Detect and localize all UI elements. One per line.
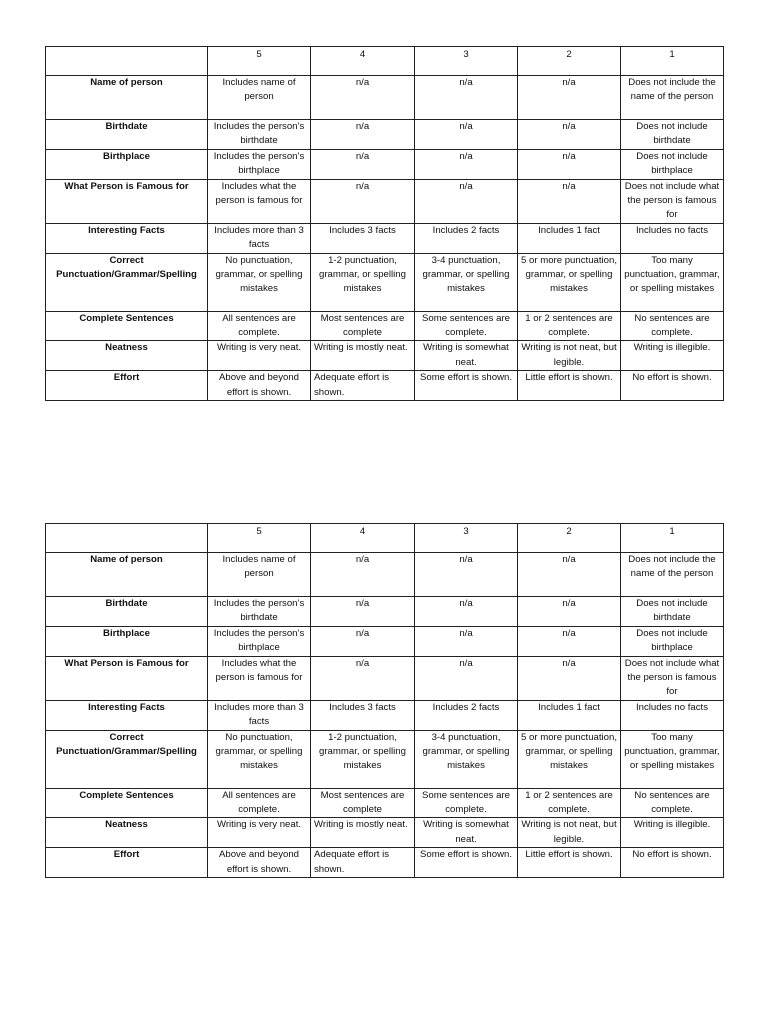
rubric-cell-score-1: No effort is shown. bbox=[621, 848, 724, 878]
rubric-cell-score-1: No effort is shown. bbox=[621, 371, 724, 401]
rubric-cell-score-2: n/a bbox=[518, 149, 621, 179]
score-header-2: 2 bbox=[518, 47, 621, 76]
header-row bbox=[46, 47, 724, 76]
criterion-label: Birthplace bbox=[46, 149, 208, 179]
rubric-cell-score-5: Includes the person’s birthdate bbox=[208, 597, 311, 627]
rubric-cell-score-1: Does not include the name of the person bbox=[621, 76, 724, 120]
rubric-cell-score-3: 3-4 punctuation, grammar, or spelling mistakes bbox=[415, 730, 518, 788]
table-row bbox=[46, 311, 724, 341]
rubric-cell-score-3: 3-4 punctuation, grammar, or spelling mistakes bbox=[415, 253, 518, 311]
rubric-cell-score-2: 5 or more punctuation, grammar, or spelling mistakes bbox=[518, 253, 621, 311]
criterion-label: Correct Punctuation/Grammar/Spelling bbox=[46, 253, 208, 311]
rubric-cell-score-3: n/a bbox=[415, 76, 518, 120]
rubric-cell-score-2: n/a bbox=[518, 76, 621, 120]
rubric-cell-score-5: All sentences are complete. bbox=[208, 788, 311, 818]
rubric-cell-score-5: Includes the person’s birthdate bbox=[208, 120, 311, 150]
rubric-cell-score-5: Writing is very neat. bbox=[208, 341, 311, 371]
rubric-cell-score-5: All sentences are complete. bbox=[208, 311, 311, 341]
rubric-cell-score-4: 1-2 punctuation, grammar, or spelling mistakes bbox=[311, 253, 415, 311]
rubric-cell-score-3: Some effort is shown. bbox=[415, 371, 518, 401]
table-row bbox=[46, 223, 724, 253]
header-row bbox=[46, 524, 724, 553]
rubric-cell-score-4: 1-2 punctuation, grammar, or spelling mistakes bbox=[311, 730, 415, 788]
rubric-cell-score-1: Does not include what the person is famous for bbox=[621, 179, 724, 223]
rubric-cell-score-4: Writing is mostly neat. bbox=[311, 818, 415, 848]
rubric-cell-score-1: Writing is illegible. bbox=[621, 341, 724, 371]
rubric-header bbox=[46, 524, 724, 553]
rubric-cell-score-1: Does not include what the person is famous for bbox=[621, 656, 724, 700]
rubric-table-top bbox=[45, 46, 724, 401]
rubric-cell-score-4: Adequate effort is shown. bbox=[311, 371, 415, 401]
table-row bbox=[46, 788, 724, 818]
table-row bbox=[46, 730, 724, 788]
rubric-cell-score-4: n/a bbox=[311, 656, 415, 700]
rubric-cell-score-5: Includes what the person is famous for bbox=[208, 179, 311, 223]
rubric-cell-score-2: 5 or more punctuation, grammar, or spelling mistakes bbox=[518, 730, 621, 788]
rubric-cell-score-5: Above and beyond effort is shown. bbox=[208, 371, 311, 401]
rubric-cell-score-4: Most sentences are complete bbox=[311, 311, 415, 341]
criterion-label: Complete Sentences bbox=[46, 788, 208, 818]
score-header-4: 4 bbox=[311, 47, 415, 76]
criterion-label: Neatness bbox=[46, 818, 208, 848]
rubric-cell-score-5: Includes more than 3 facts bbox=[208, 223, 311, 253]
criterion-label: Birthplace bbox=[46, 626, 208, 656]
rubric-cell-score-4: n/a bbox=[311, 597, 415, 627]
rubric-cell-score-4: n/a bbox=[311, 120, 415, 150]
rubric-cell-score-2: n/a bbox=[518, 120, 621, 150]
criterion-label: Correct Punctuation/Grammar/Spelling bbox=[46, 730, 208, 788]
score-header-1: 1 bbox=[621, 524, 724, 553]
rubric-cell-score-1: No sentences are complete. bbox=[621, 788, 724, 818]
table-row bbox=[46, 656, 724, 700]
rubric-cell-score-3: n/a bbox=[415, 656, 518, 700]
table-row bbox=[46, 553, 724, 597]
table-row bbox=[46, 626, 724, 656]
criterion-label: Effort bbox=[46, 848, 208, 878]
score-header-3: 3 bbox=[415, 47, 518, 76]
rubric-cell-score-2: 1 or 2 sentences are complete. bbox=[518, 788, 621, 818]
rubric-cell-score-5: Writing is very neat. bbox=[208, 818, 311, 848]
table-row bbox=[46, 597, 724, 627]
rubric-cell-score-5: Includes name of person bbox=[208, 553, 311, 597]
rubric-cell-score-5: Includes the person’s birthplace bbox=[208, 626, 311, 656]
rubric-cell-score-1: No sentences are complete. bbox=[621, 311, 724, 341]
rubric-body bbox=[46, 76, 724, 401]
table-row bbox=[46, 700, 724, 730]
rubric-cell-score-3: n/a bbox=[415, 120, 518, 150]
rubric-cell-score-1: Does not include birthdate bbox=[621, 120, 724, 150]
rubric-cell-score-4: n/a bbox=[311, 553, 415, 597]
rubric-cell-score-4: Adequate effort is shown. bbox=[311, 848, 415, 878]
rubric-cell-score-2: n/a bbox=[518, 597, 621, 627]
rubric-cell-score-4: n/a bbox=[311, 626, 415, 656]
criterion-label: Birthdate bbox=[46, 597, 208, 627]
criterion-label: Birthdate bbox=[46, 120, 208, 150]
table-row bbox=[46, 120, 724, 150]
rubric-cell-score-1: Does not include the name of the person bbox=[621, 553, 724, 597]
rubric-cell-score-1: Includes no facts bbox=[621, 700, 724, 730]
rubric-cell-score-3: Writing is somewhat neat. bbox=[415, 341, 518, 371]
rubric-cell-score-4: Most sentences are complete bbox=[311, 788, 415, 818]
rubric-cell-score-1: Too many punctuation, grammar, or spelling mistakes bbox=[621, 730, 724, 788]
criterion-label: Interesting Facts bbox=[46, 223, 208, 253]
criterion-label: Name of person bbox=[46, 553, 208, 597]
score-header-5: 5 bbox=[208, 524, 311, 553]
rubric-body bbox=[46, 553, 724, 878]
rubric-cell-score-1: Includes no facts bbox=[621, 223, 724, 253]
rubric-cell-score-2: Includes 1 fact bbox=[518, 223, 621, 253]
score-header-1: 1 bbox=[621, 47, 724, 76]
rubric-cell-score-3: n/a bbox=[415, 597, 518, 627]
score-header-4: 4 bbox=[311, 524, 415, 553]
rubric-cell-score-3: Some effort is shown. bbox=[415, 848, 518, 878]
rubric-cell-score-5: Includes name of person bbox=[208, 76, 311, 120]
rubric-table-bottom bbox=[45, 523, 724, 878]
rubric-cell-score-4: Includes 3 facts bbox=[311, 700, 415, 730]
rubric-cell-score-3: n/a bbox=[415, 149, 518, 179]
criterion-label: Name of person bbox=[46, 76, 208, 120]
rubric-cell-score-5: No punctuation, grammar, or spelling mistakes bbox=[208, 730, 311, 788]
criterion-label: What Person is Famous for bbox=[46, 656, 208, 700]
rubric-cell-score-5: Above and beyond effort is shown. bbox=[208, 848, 311, 878]
rubric-cell-score-2: Little effort is shown. bbox=[518, 848, 621, 878]
score-header-2: 2 bbox=[518, 524, 621, 553]
header-blank-cell bbox=[46, 47, 208, 76]
rubric-cell-score-2: Writing is not neat, but legible. bbox=[518, 818, 621, 848]
criterion-label: Effort bbox=[46, 371, 208, 401]
rubric-cell-score-4: n/a bbox=[311, 179, 415, 223]
rubric-cell-score-3: n/a bbox=[415, 553, 518, 597]
rubric-cell-score-3: Includes 2 facts bbox=[415, 223, 518, 253]
criterion-label: Interesting Facts bbox=[46, 700, 208, 730]
rubric-cell-score-2: 1 or 2 sentences are complete. bbox=[518, 311, 621, 341]
rubric-cell-score-4: n/a bbox=[311, 149, 415, 179]
rubric-cell-score-4: n/a bbox=[311, 76, 415, 120]
rubric-cell-score-5: No punctuation, grammar, or spelling mistakes bbox=[208, 253, 311, 311]
rubric-cell-score-1: Does not include birthplace bbox=[621, 626, 724, 656]
rubric-cell-score-2: n/a bbox=[518, 656, 621, 700]
rubric-cell-score-2: n/a bbox=[518, 626, 621, 656]
table-row bbox=[46, 371, 724, 401]
rubric-cell-score-4: Writing is mostly neat. bbox=[311, 341, 415, 371]
table-row bbox=[46, 848, 724, 878]
table-row bbox=[46, 149, 724, 179]
rubric-cell-score-3: Some sentences are complete. bbox=[415, 311, 518, 341]
criterion-label: What Person is Famous for bbox=[46, 179, 208, 223]
table-row bbox=[46, 179, 724, 223]
rubric-cell-score-5: Includes more than 3 facts bbox=[208, 700, 311, 730]
rubric-cell-score-3: n/a bbox=[415, 626, 518, 656]
rubric-cell-score-1: Does not include birthplace bbox=[621, 149, 724, 179]
rubric-cell-score-2: Writing is not neat, but legible. bbox=[518, 341, 621, 371]
score-header-3: 3 bbox=[415, 524, 518, 553]
rubric-cell-score-2: n/a bbox=[518, 553, 621, 597]
criterion-label: Neatness bbox=[46, 341, 208, 371]
rubric-cell-score-5: Includes the person’s birthplace bbox=[208, 149, 311, 179]
criterion-label: Complete Sentences bbox=[46, 311, 208, 341]
rubric-cell-score-2: n/a bbox=[518, 179, 621, 223]
rubric-cell-score-2: Includes 1 fact bbox=[518, 700, 621, 730]
rubric-cell-score-2: Little effort is shown. bbox=[518, 371, 621, 401]
rubric-cell-score-3: n/a bbox=[415, 179, 518, 223]
rubric-header bbox=[46, 47, 724, 76]
rubric-cell-score-5: Includes what the person is famous for bbox=[208, 656, 311, 700]
table-row bbox=[46, 253, 724, 311]
rubric-cell-score-3: Includes 2 facts bbox=[415, 700, 518, 730]
score-header-5: 5 bbox=[208, 47, 311, 76]
table-row bbox=[46, 818, 724, 848]
rubric-cell-score-3: Writing is somewhat neat. bbox=[415, 818, 518, 848]
table-row bbox=[46, 76, 724, 120]
rubric-cell-score-3: Some sentences are complete. bbox=[415, 788, 518, 818]
rubric-cell-score-4: Includes 3 facts bbox=[311, 223, 415, 253]
header-blank-cell bbox=[46, 524, 208, 553]
rubric-cell-score-1: Does not include birthdate bbox=[621, 597, 724, 627]
rubric-cell-score-1: Writing is illegible. bbox=[621, 818, 724, 848]
table-row bbox=[46, 341, 724, 371]
rubric-cell-score-1: Too many punctuation, grammar, or spelling mistakes bbox=[621, 253, 724, 311]
